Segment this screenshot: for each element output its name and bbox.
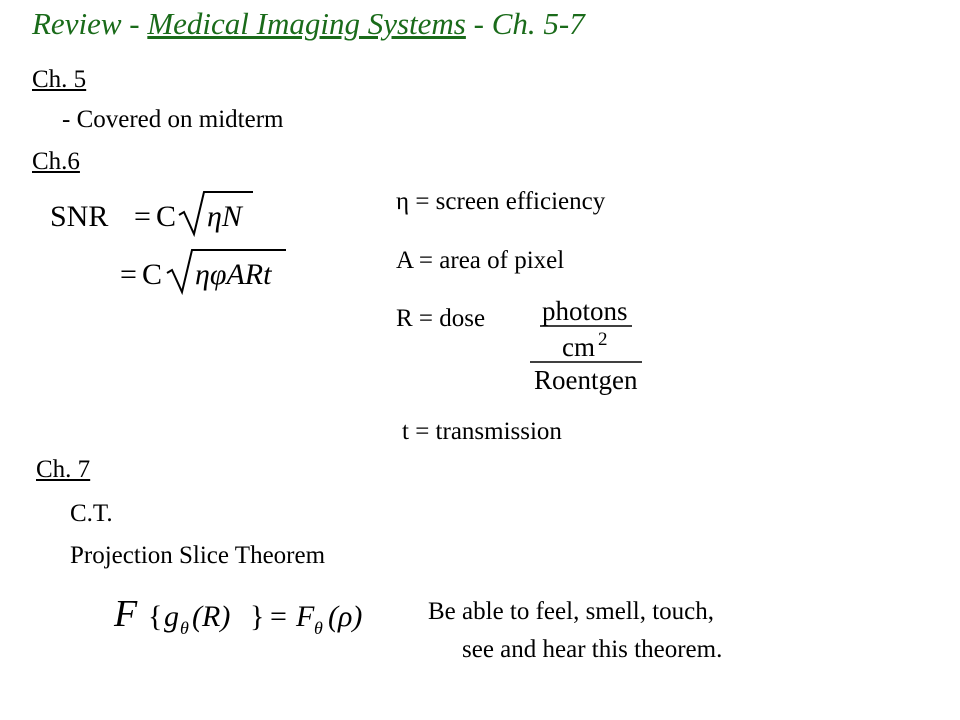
def-area: A = area of pixel (396, 247, 565, 274)
fourier-operator: F (114, 593, 138, 635)
title-suffix: - Ch. 5-7 (465, 6, 585, 41)
snr2-constant: C (142, 258, 163, 291)
snr-equation-1 (48, 188, 258, 240)
def-dose: R = dose (396, 305, 486, 332)
theorem-eq-sign: = (270, 600, 287, 633)
snr-eq-sign: = (134, 200, 151, 233)
dose-units-fraction (528, 290, 648, 398)
title-link[interactable]: Medical Imaging Systems (147, 6, 466, 41)
def-eta: η = screen efficiency (396, 188, 606, 215)
theorem-F-arg: (ρ) (328, 600, 363, 633)
snr-equation-2 (118, 246, 298, 298)
ch5-heading: Ch. 5 (32, 66, 87, 93)
projection-slice-equation (110, 588, 400, 642)
snr-lhs: SNR (50, 200, 109, 233)
theorem-note-line1: Be able to feel, smell, touch, (428, 598, 715, 625)
def-transmission: t = transmission (402, 418, 562, 445)
theorem-g: g (164, 600, 179, 633)
snr-constant: C (156, 200, 177, 233)
ch7-heading: Ch. 7 (36, 456, 91, 483)
ch6-heading: Ch.6 (32, 148, 80, 175)
units-cm: cm (562, 332, 595, 362)
ch7-ct: C.T. (70, 500, 113, 527)
theorem-g-arg: (R) (192, 600, 231, 633)
snr2-radicand: ηφARt (195, 258, 272, 291)
ch7-projection-slice: Projection Slice Theorem (70, 542, 326, 569)
snr-radicand: ηN (207, 200, 242, 233)
theorem-rbrace: } (250, 600, 265, 633)
theorem-F-sub: θ (314, 618, 323, 638)
page-title (32, 6, 585, 42)
units-photons: photons (542, 296, 628, 326)
units-exponent: 2 (598, 329, 608, 350)
ch5-note: - Covered on midterm (62, 106, 284, 133)
snr2-eq-sign: = (120, 258, 137, 291)
theorem-note-line2: see and hear this theorem. (462, 636, 723, 663)
title-prefix: Review - (32, 6, 148, 41)
units-roentgen: Roentgen (534, 365, 638, 395)
theorem-g-sub: θ (180, 618, 189, 638)
theorem-F: F (296, 600, 315, 633)
theorem-lbrace: { (148, 600, 163, 633)
